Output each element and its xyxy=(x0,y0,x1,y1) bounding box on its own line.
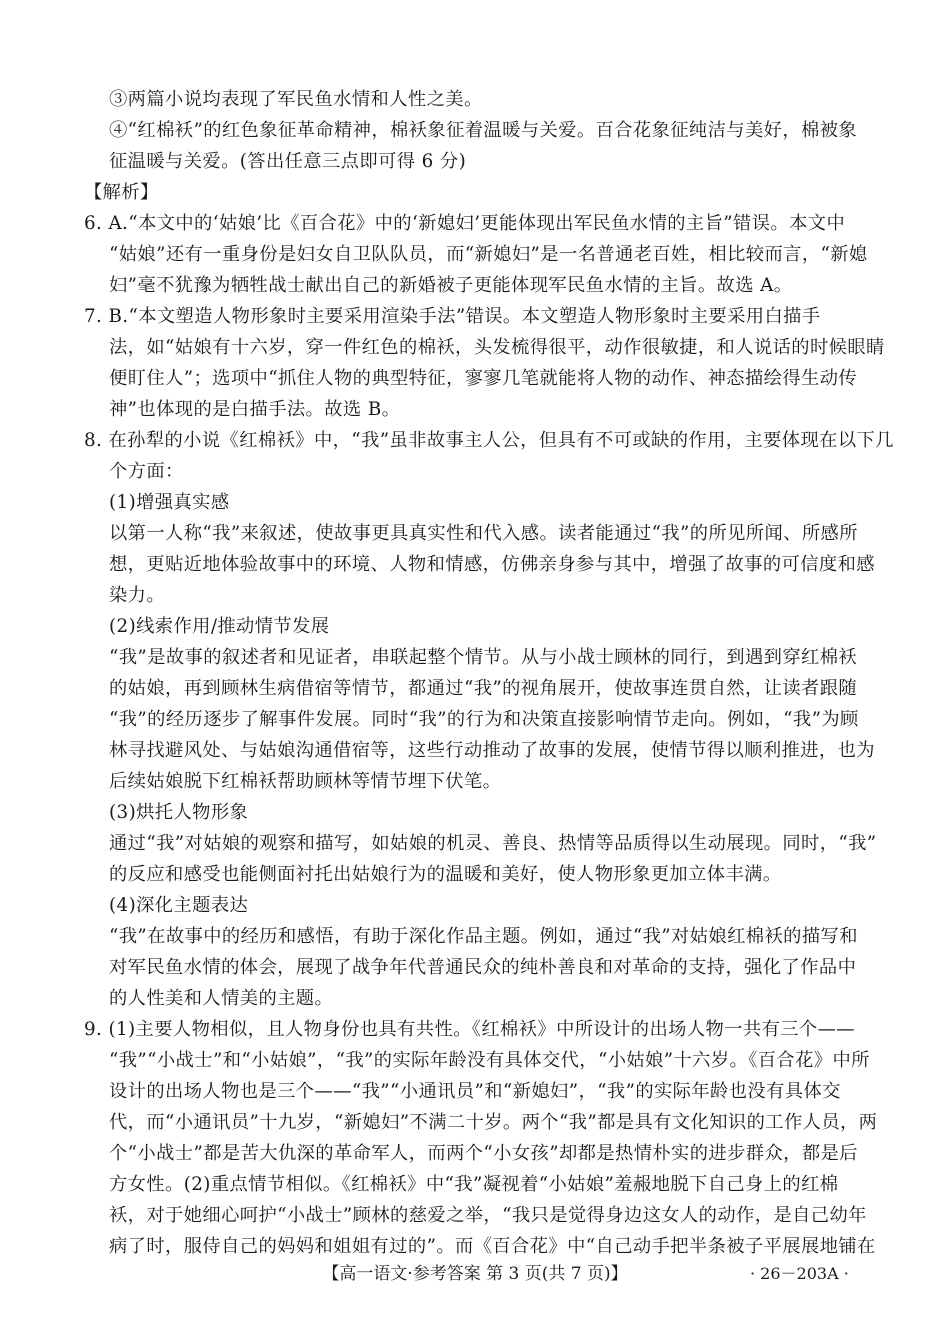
text-line: 的人性美和人情美的主题。 xyxy=(109,988,334,1009)
text-line: 便盯住人”；选项中“抓住人物的典型特征，寥寥几笔就能将人物的动作、神态描绘得生动传 xyxy=(109,368,858,389)
text-line: 后续姑娘脱下红棉袄帮助顾林等情节埋下伏笔。 xyxy=(109,771,502,792)
text-line: 染力。 xyxy=(109,585,166,606)
text-line: 对军民鱼水情的体会，展现了战争年代普通民众的纯朴善良和对革命的支持，强化了作品中 xyxy=(109,957,857,978)
text-line: 神”也体现的是白描手法。故选 B。 xyxy=(109,399,401,420)
text-line: 袄，对于她细心呵护“小战士”顾林的慈爱之举，“我只是觉得身边这女人的动作，是自己幼年 xyxy=(109,1205,867,1226)
subheading: (2)线索作用/推动情节发展 xyxy=(109,616,330,637)
exam-code: · 26－203A · xyxy=(750,1264,849,1283)
text-line: 林寻找避风处、与姑娘沟通借宿等，这些行动推动了故事的发展，使情节得以顺利推进，也为 xyxy=(109,740,875,761)
text-line: 的反应和感受也能侧面衬托出姑娘行为的温暖和美好，使人物形象更加立体丰满。 xyxy=(109,864,782,885)
text-line: 病了时，服侍自己的妈妈和姐姐有过的”。而《百合花》中“自己动手把半条被子平展展地铺在 xyxy=(109,1236,876,1257)
text-line: 6. A.“本文中的‘姑娘’比《百合花》中的‘新媳妇’更能体现出军民鱼水情的主旨”错误。本文中 xyxy=(84,213,846,234)
text-line: 代，而“小通讯员”十九岁，“新媳妇”不满二十岁。两个“我”都是具有文化知识的工作人员，两 xyxy=(109,1112,878,1133)
text-line: “我”的经历逐步了解事件发展。同时“我”的行为和决策直接影响情节走向。例如，“我”为顾 xyxy=(109,709,859,730)
text-line: 通过“我”对姑娘的观察和描写，如姑娘的机灵、善良、热情等品质得以生动展现。同时，“我” xyxy=(109,833,877,854)
text-line: 的姑娘，再到顾林生病借宿等情节，都通过“我”的视角展开，使故事连贯自然，让读者跟随 xyxy=(109,678,858,699)
text-line: 8. 在孙犁的小说《红棉袄》中，“我”虽非故事主人公，但具有不可或缺的作用，主要体现在以下几 xyxy=(84,430,894,451)
text-line: “我”在故事中的经历和感悟，有助于深化作品主题。例如，通过“我”对姑娘红棉袄的描写和 xyxy=(109,926,858,947)
page-footer: 【高一语文·参考答案 第 3 页(共 7 页)】 xyxy=(322,1264,628,1284)
subheading: (3)烘托人物形象 xyxy=(109,802,249,823)
text-line: ④“红棉袄”的红色象征革命精神，棉袄象征着温暖与关爱。百合花象征纯洁与美好，棉被象 xyxy=(109,120,858,141)
text-line: 妇”毫不犹豫为牺牲战士献出自己的新婚被子更能体现军民鱼水情的主旨。故选 A。 xyxy=(109,275,793,296)
section-heading: 【解析】 xyxy=(84,182,159,203)
text-line: 征温暖与关爱。(答出任意三点即可得 6 分) xyxy=(109,151,467,172)
subheading: (4)深化主题表达 xyxy=(109,895,249,916)
text-line: 法，如“姑娘有十六岁，穿一件红色的棉袄，头发梳得很平，动作很敏捷，和人说话的时候眼睛 xyxy=(109,337,885,358)
text-line: 9. (1)主要人物相似，且人物身份也具有共性。《红棉袄》中所设计的出场人物一共有三个—— xyxy=(84,1019,855,1040)
text-line: 设计的出场人物也是三个——“我”“小通讯员”和“新媳妇”，“我”的实际年龄也没有具体交 xyxy=(109,1081,841,1102)
text-line: 方女性。(2)重点情节相似。《红棉袄》中“我”凝视着“小姑娘”羞赧地脱下自己身上的红棉 xyxy=(109,1174,839,1195)
text-line: 个“小战士”都是苦大仇深的革命军人，而两个“小女孩”却都是热情朴实的进步群众，都是后 xyxy=(109,1143,858,1164)
text-line: ③两篇小说均表现了军民鱼水情和人性之美。 xyxy=(109,89,483,110)
text-line: “我”是故事的叙述者和见证者，串联起整个情节。从与小战士顾林的同行，到遇到穿红棉袄 xyxy=(109,647,858,668)
text-line: “我”“小战士”和“小姑娘”，“我”的实际年龄没有具体交代，“小姑娘”十六岁。《百合花》中所 xyxy=(109,1050,870,1071)
text-line: 7. B.“本文塑造人物形象时主要采用渲染手法”错误。本文塑造人物形象时主要采用白描手 xyxy=(84,306,821,327)
text-line: 以第一人称“我”来叙述，使故事更具真实性和代入感。读者能通过“我”的所见所闻、所感所 xyxy=(109,523,858,544)
text-line: 想，更贴近地体验故事中的环境、人物和情感，仿佛亲身参与其中，增强了故事的可信度和感 xyxy=(109,554,875,575)
text-line: 个方面： xyxy=(109,461,184,482)
subheading: (1)增强真实感 xyxy=(109,492,230,513)
text-line: “姑娘”还有一重身份是妇女自卫队队员，而“新媳妇”是一名普通老百姓，相比较而言，“新媳 xyxy=(109,244,868,265)
